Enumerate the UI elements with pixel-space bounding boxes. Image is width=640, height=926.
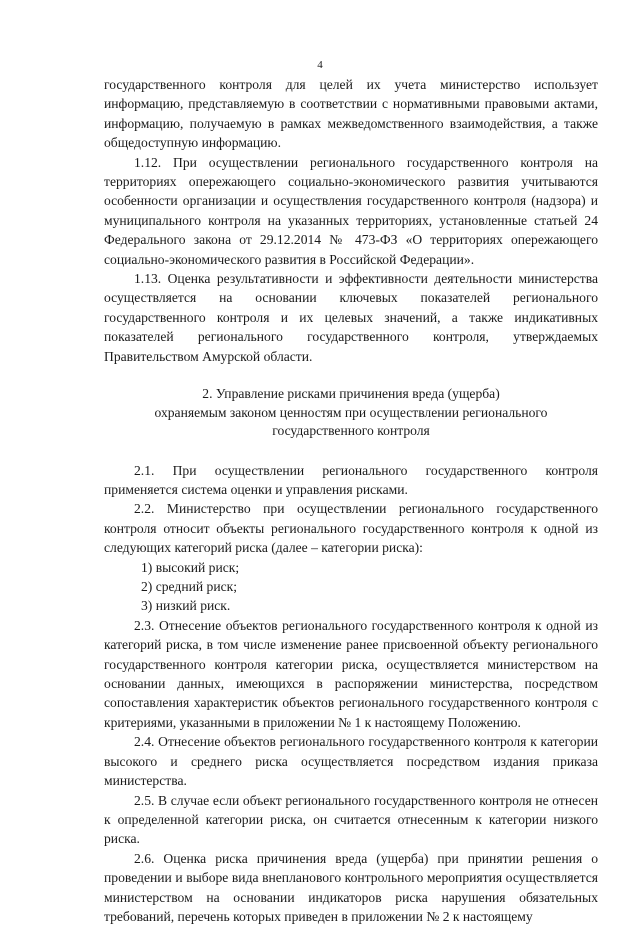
paragraph-2-5: 2.5. В случае если объект регионального государственного контроля не отнесен к определенной категории риска, он считается отнесенным к категории низкого риска. (104, 792, 598, 847)
paragraph-2-2: 2.2. Министерство при осуществлении регионального государственного контроля относит объекты регионального государственного контроля к одной из следующих категорий риска (далее – категории риска): (104, 501, 598, 556)
section-heading (104, 385, 598, 441)
paragraph-1-12: 1.12. При осуществлении регионального государственного контроля на территориях опережающего социально-экономического развития учитываются особенности организации и осуществления государственного контроля (надзора) и муниципального контроля на указанных территориях, установленные статьей 24 Федерального закона от 29.12.2014 № 473-ФЗ «О территориях опережающего социально-экономического развития в Российской Федерации». (104, 154, 598, 267)
list-item-low-risk: 3) низкий риск. (141, 598, 231, 614)
section-heading-line: охраняемым законом ценностям при осуществлении регионального (154, 404, 548, 420)
paragraph-1-13: 1.13. Оценка результативности и эффективности деятельности министерства осуществляется на основании ключевых показателей регионального государственного контроля и их целевых значений, а также индикативных показателей регионального государственного контроля, утверждаемых Правительством Амурской области. (104, 271, 598, 364)
paragraph-2-3: 2.3. Отнесение объектов регионального государственного контроля к одной из категорий риска, в том числе изменение ранее присвоенной объекту регионального государственного контроля категории риска, осуществляется министерством на основании данных, имеющихся в распоряжении министерства, посредством сопоставления характеристик объектов регионального государственного контроля с критериями, указанными в приложении № 1 к настоящему Положению. (104, 617, 598, 730)
document-body (104, 75, 598, 926)
paragraph-2-1: 2.1. При осуществлении регионального государственного контроля применяется система оценки и управления рисками. (104, 462, 598, 497)
section-heading-line: государственного контроля (272, 423, 430, 439)
page-number: 4 (317, 59, 323, 71)
list-item-high-risk: 1) высокий риск; (141, 559, 240, 575)
list-item-medium-risk: 2) средний риск; (141, 579, 238, 595)
paragraph-2-6: 2.6. Оценка риска причинения вреда (ущерба) при принятии решения о проведении и выборе вида внепланового контрольного мероприятия осуществляется министерством на основании индикаторов риска нарушения обязательных требований, перечень которых приведен в приложении № 2 к настоящему (104, 850, 598, 924)
paragraph-continuation: государственного контроля для целей их учета министерство использует информацию, представляемую в соответствии с нормативными правовыми актами, информацию, получаемую в рамках межведомственного взаимодействия, а также общедоступную информацию. (104, 77, 598, 151)
paragraph-2-4: 2.4. Отнесение объектов регионального государственного контроля к категории высокого и среднего риска осуществляется посредством издания приказа министерства. (104, 734, 598, 789)
section-heading-line: 2. Управление рисками причинения вреда (ущерба) (202, 386, 500, 402)
